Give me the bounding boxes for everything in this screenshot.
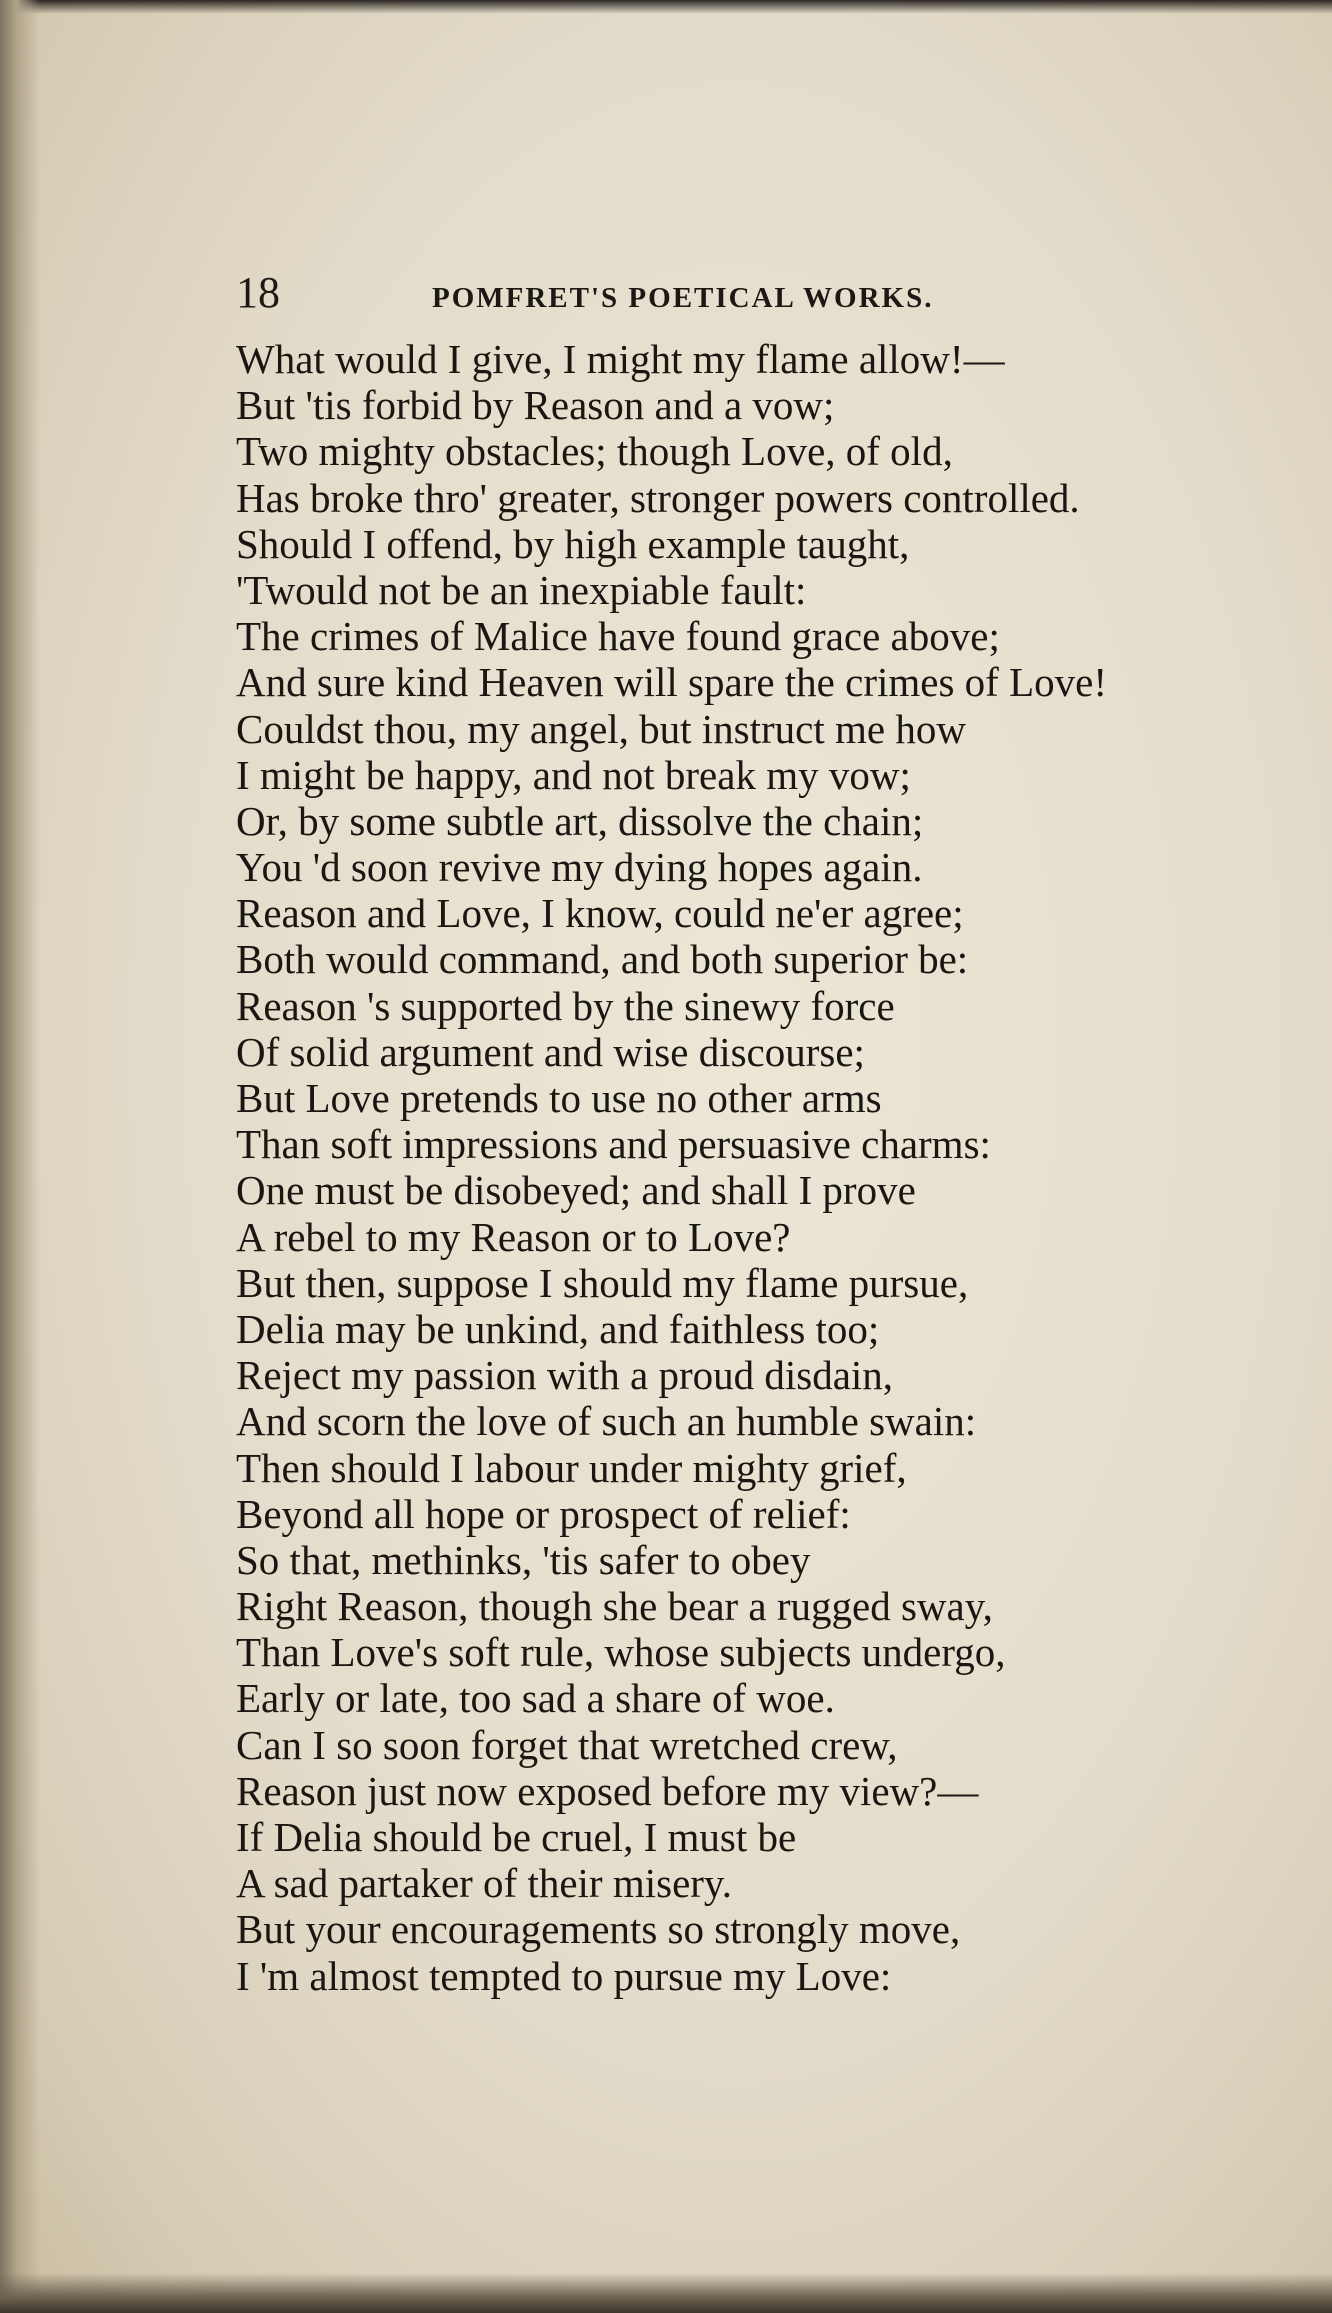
poem-line: Then should I labour under mighty grief, (236, 1444, 907, 1491)
poem-line: Two mighty obstacles; though Love, of old, (236, 428, 953, 475)
poem-line: But 'tis forbid by Reason and a vow; (236, 382, 835, 429)
poem-line: Than Love's soft rule, whose subjects undergo, (236, 1629, 1006, 1676)
page-top-edge (0, 0, 1332, 14)
page-number: 18 (236, 268, 280, 317)
poem-text (236, 336, 1236, 1999)
poem-line: A rebel to my Reason or to Love? (236, 1213, 791, 1260)
poem-line: Couldst thou, my angel, but instruct me how (236, 705, 966, 752)
poem-line: 'Twould not be an inexpiable fault: (236, 566, 807, 613)
poem-line: Delia may be unkind, and faithless too; (236, 1305, 880, 1352)
poem-line: And sure kind Heaven will spare the crimes of Love! (236, 659, 1107, 706)
poem-line: Should I offend, by high example taught, (236, 520, 910, 567)
poem-line: Of solid argument and wise discourse; (236, 1028, 865, 1075)
poem-line: And scorn the love of such an humble swain: (236, 1398, 977, 1445)
poem-line: Has broke thro' greater, stronger powers controlled. (236, 474, 1080, 521)
poem-line: You 'd soon revive my dying hopes again. (236, 844, 923, 891)
poem-line: Or, by some subtle art, dissolve the chain; (236, 797, 924, 844)
poem-line: Beyond all hope or prospect of relief: (236, 1490, 851, 1537)
poem-line: A sad partaker of their misery. (236, 1860, 733, 1907)
poem-line: Both would command, and both superior be: (236, 936, 969, 983)
poem-line: If Delia should be cruel, I must be (236, 1814, 797, 1860)
poem-line: But then, suppose I should my flame pursue, (236, 1259, 969, 1306)
poem-line: I might be happy, and not break my vow; (236, 751, 911, 798)
page-gutter-edge (0, 0, 40, 2313)
poem-line: The crimes of Malice have found grace above; (236, 613, 1000, 660)
poem-line: One must be disobeyed; and shall I prove (236, 1167, 916, 1214)
poem-line: But Love pretends to use no other arms (236, 1075, 882, 1121)
poem-line: But your encouragements so strongly move, (236, 1906, 961, 1953)
poem-line: Reason 's supported by the sinewy force (236, 982, 895, 1029)
poem-line: So that, methinks, 'tis safer to obey (236, 1536, 811, 1583)
poem-line: What would I give, I might my flame allow!— (236, 336, 1005, 382)
poem-line: Reason and Love, I know, could ne'er agree; (236, 890, 964, 937)
poem-line: Reject my passion with a proud disdain, (236, 1352, 894, 1399)
poem-line: Reason just now exposed before my view?— (236, 1767, 979, 1814)
page-header (236, 268, 1036, 328)
poem-line: Can I so soon forget that wretched crew, (236, 1721, 898, 1768)
poem-line: I 'm almost tempted to pursue my Love: (236, 1952, 892, 1999)
poem-line: Early or late, too sad a share of woe. (236, 1675, 835, 1722)
running-head: POMFRET'S POETICAL WORKS. (432, 282, 934, 314)
poem-line: Than soft impressions and persuasive charms: (236, 1121, 991, 1168)
page-bottom-edge (0, 2273, 1332, 2313)
poem-line: Right Reason, though she bear a rugged sway, (236, 1583, 993, 1630)
